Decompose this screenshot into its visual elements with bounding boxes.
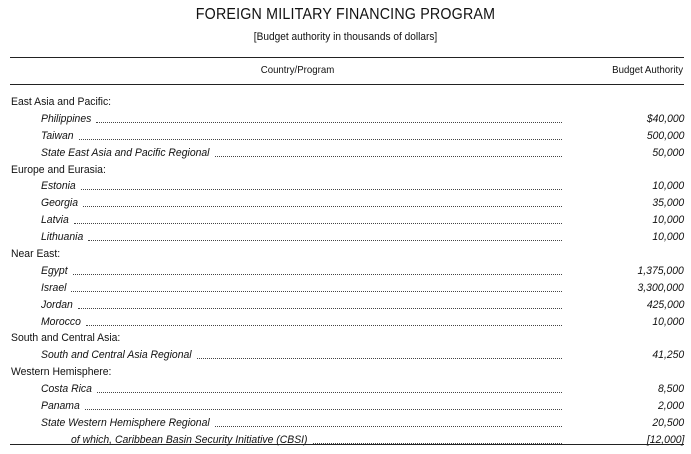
item-amount: 425,000 [646,298,684,311]
dot-leader [97,392,562,393]
table-row [10,178,684,195]
item-label: South and Central Asia Regional [41,349,192,362]
item-amount: 10,000 [652,231,684,244]
dot-leader [96,122,562,123]
table-row [10,229,684,246]
item-label: of which, Caribbean Basin Security Initiative (CBSI) [71,433,308,446]
dot-leader [215,426,562,427]
category-row [10,162,684,179]
table-row [10,398,684,415]
dot-leader [81,189,562,190]
table-row [10,111,684,128]
dot-leader [73,274,562,275]
table-row [10,195,684,212]
table-row [10,297,684,314]
item-amount: 10,000 [652,214,684,227]
dot-leader [197,358,562,359]
item-amount: 50,000 [652,146,684,159]
item-label: Morocco [41,315,81,328]
page-subtitle: [Budget authority in thousands of dollars] [253,31,438,43]
table-row [10,432,684,449]
category-label: Europe and Eurasia: [11,163,106,176]
item-label: Philippines [41,112,92,125]
dot-leader [71,291,562,292]
item-amount: 3,300,000 [637,281,684,294]
table-header-rule [10,84,684,85]
column-header-country: Country/Program [260,64,335,76]
category-label: South and Central Asia: [11,332,121,345]
dot-leader [86,325,562,326]
dot-leader [79,139,562,140]
category-row [10,330,684,347]
table-row [10,280,684,297]
category-label: East Asia and Pacific: [11,96,112,108]
item-amount: 10,000 [652,180,684,193]
column-header-amount: Budget Authority [612,64,683,76]
item-label: Taiwan [41,129,74,142]
table-row [10,263,684,280]
table-row [10,128,684,145]
dot-leader [85,409,562,410]
item-amount: 2,000 [657,400,684,413]
item-label: State Western Hemisphere Regional [41,416,210,429]
dot-leader [74,223,562,224]
table-row [10,415,684,432]
category-label: Western Hemisphere: [11,366,112,379]
item-label: State East Asia and Pacific Regional [41,146,210,159]
item-amount: [12,000] [646,433,684,446]
table-row [10,381,684,398]
item-amount: 20,500 [652,416,684,429]
item-label: Estonia [41,180,76,193]
item-label: Israel [41,281,67,294]
item-label: Lithuania [41,231,84,244]
item-label: Panama [41,400,80,413]
category-row [10,246,684,263]
table-row [10,347,684,364]
table-row [10,212,684,229]
item-amount: 41,250 [652,349,684,362]
category-row [10,94,684,111]
dot-leader [78,308,562,309]
item-amount: $40,000 [646,112,684,125]
category-row [10,364,684,381]
table-row [10,314,684,331]
table-row [10,145,684,162]
item-label: Jordan [41,298,73,311]
item-amount: 500,000 [646,129,684,142]
category-label: Near East: [11,248,61,261]
item-label: Latvia [41,214,69,227]
table-bottom-rule [10,444,684,445]
item-label: Georgia [41,197,79,210]
item-amount: 8,500 [657,383,684,396]
dot-leader [88,240,562,241]
item-amount: 1,375,000 [637,264,684,277]
item-amount: 10,000 [652,315,684,328]
page-title: FOREIGN MILITARY FINANCING PROGRAM [195,6,496,23]
dot-leader [83,206,562,207]
table-top-rule [10,57,684,58]
item-amount: 35,000 [652,197,684,210]
item-label: Egypt [41,264,68,277]
dot-leader [215,156,562,157]
table-body [10,94,684,449]
item-label: Costa Rica [41,383,92,396]
